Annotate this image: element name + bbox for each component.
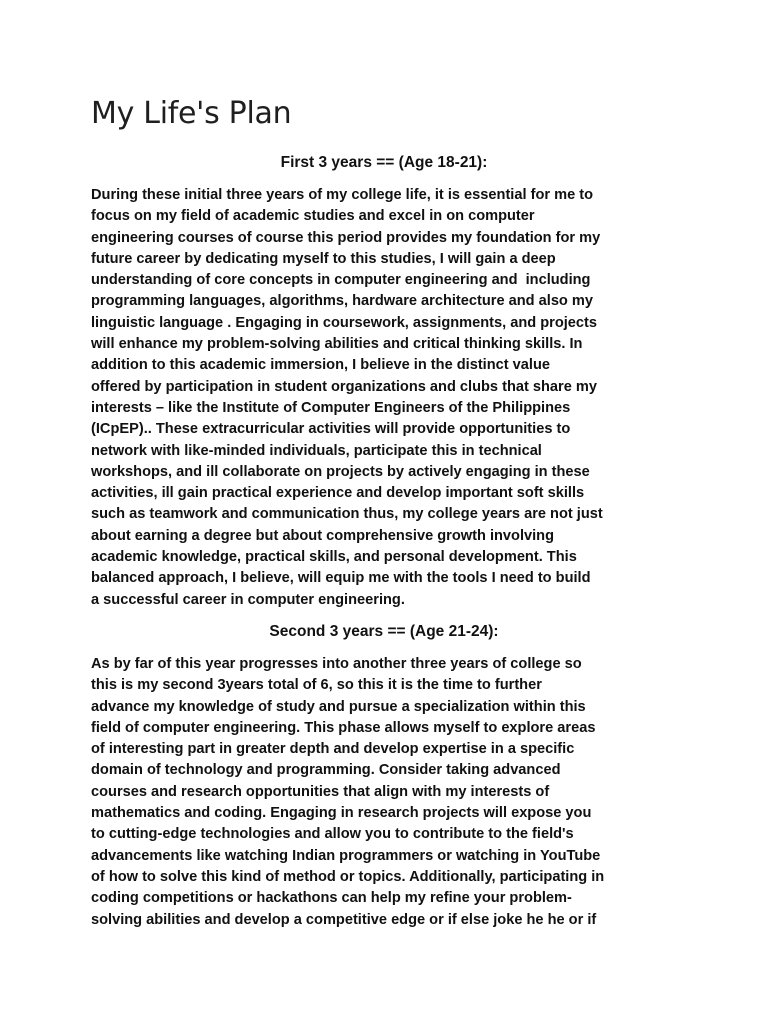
paragraph-line: courses and research opportunities that align with my interests of bbox=[91, 783, 550, 800]
paragraph-line: future career by dedicating myself to this studies, I will gain a deep bbox=[91, 250, 556, 267]
paragraph-line: balanced approach, I believe, will equip me with the tools I need to build bbox=[91, 570, 591, 587]
paragraph-line: solving abilities and develop a competitive edge or if else joke he he or if bbox=[91, 911, 597, 928]
paragraph-line: As by far of this year progresses into another three years of college so bbox=[91, 656, 582, 672]
paragraph-line: activities, ill gain practical experience and develop important soft skills bbox=[91, 485, 585, 502]
paragraph-line: During these initial three years of my college life, it is essential for me to bbox=[91, 187, 594, 203]
paragraph-line: will enhance my problem-solving abilities and critical thinking skills. In bbox=[91, 336, 583, 353]
paragraph-line: coding competitions or hackathons can help my refine your problem- bbox=[91, 890, 572, 907]
paragraph-line: focus on my field of academic studies and excel in on computer bbox=[91, 208, 535, 225]
paragraph-line: of interesting part in greater depth and develop expertise in a specific bbox=[91, 741, 575, 758]
paragraph-line: workshops, and ill collaborate on projects by actively engaging in these bbox=[91, 463, 590, 480]
section-heading-first-3-years: First 3 years == (Age 18-21): bbox=[280, 154, 488, 171]
paragraph-line: mathematics and coding. Engaging in research projects will expose you bbox=[91, 805, 592, 822]
paragraph-line: to cutting-edge technologies and allow you to contribute to the field's bbox=[91, 826, 574, 843]
paragraph-line: such as teamwork and communication thus, my college years are not just bbox=[91, 506, 603, 523]
paragraph-line: network with like-minded individuals, participate this in technical bbox=[91, 442, 542, 459]
paragraph-line: interests – like the Institute of Computer Engineers of the Philippines bbox=[91, 399, 571, 416]
paragraph-line: advancements like watching Indian programmers or watching in YouTube bbox=[91, 847, 601, 864]
section-heading-second-3-years: Second 3 years == (Age 21-24): bbox=[269, 623, 499, 640]
section-body-second-3-years bbox=[91, 654, 691, 931]
paragraph-line: programming languages, algorithms, hardware architecture and also my bbox=[91, 293, 593, 310]
paragraph-line: a successful career in computer engineering. bbox=[91, 591, 405, 608]
paragraph-line: engineering courses of course this period provides my foundation for my bbox=[91, 229, 601, 246]
paragraph-line: this is my second 3years total of 6, so this it is the time to further bbox=[91, 677, 542, 694]
section-body-first-3-years bbox=[91, 185, 691, 611]
paragraph-line: domain of technology and programming. Consider taking advanced bbox=[91, 762, 561, 779]
paragraph-line: about earning a degree but about comprehensive growth involving bbox=[91, 527, 555, 544]
paragraph-line: academic knowledge, practical skills, and personal development. This bbox=[91, 549, 577, 566]
paragraph-line: field of computer engineering. This phase allows myself to explore areas bbox=[91, 719, 596, 736]
paragraph-line: linguistic language . Engaging in coursework, assignments, and projects bbox=[91, 314, 598, 331]
paragraph-line: offered by participation in student organizations and clubs that share my bbox=[91, 378, 597, 395]
paragraph-line: addition to this academic immersion, I believe in the distinct value bbox=[91, 357, 551, 374]
page-title: My Life's Plan bbox=[91, 96, 292, 131]
paragraph-line: advance my knowledge of study and pursue a specialization within this bbox=[91, 698, 586, 715]
paragraph-line: (ICpEP).. These extracurricular activities will provide opportunities to bbox=[91, 421, 571, 438]
paragraph-line: of how to solve this kind of method or topics. Additionally, participating in bbox=[91, 868, 605, 885]
paragraph-line: understanding of core concepts in computer engineering and including bbox=[91, 272, 591, 289]
